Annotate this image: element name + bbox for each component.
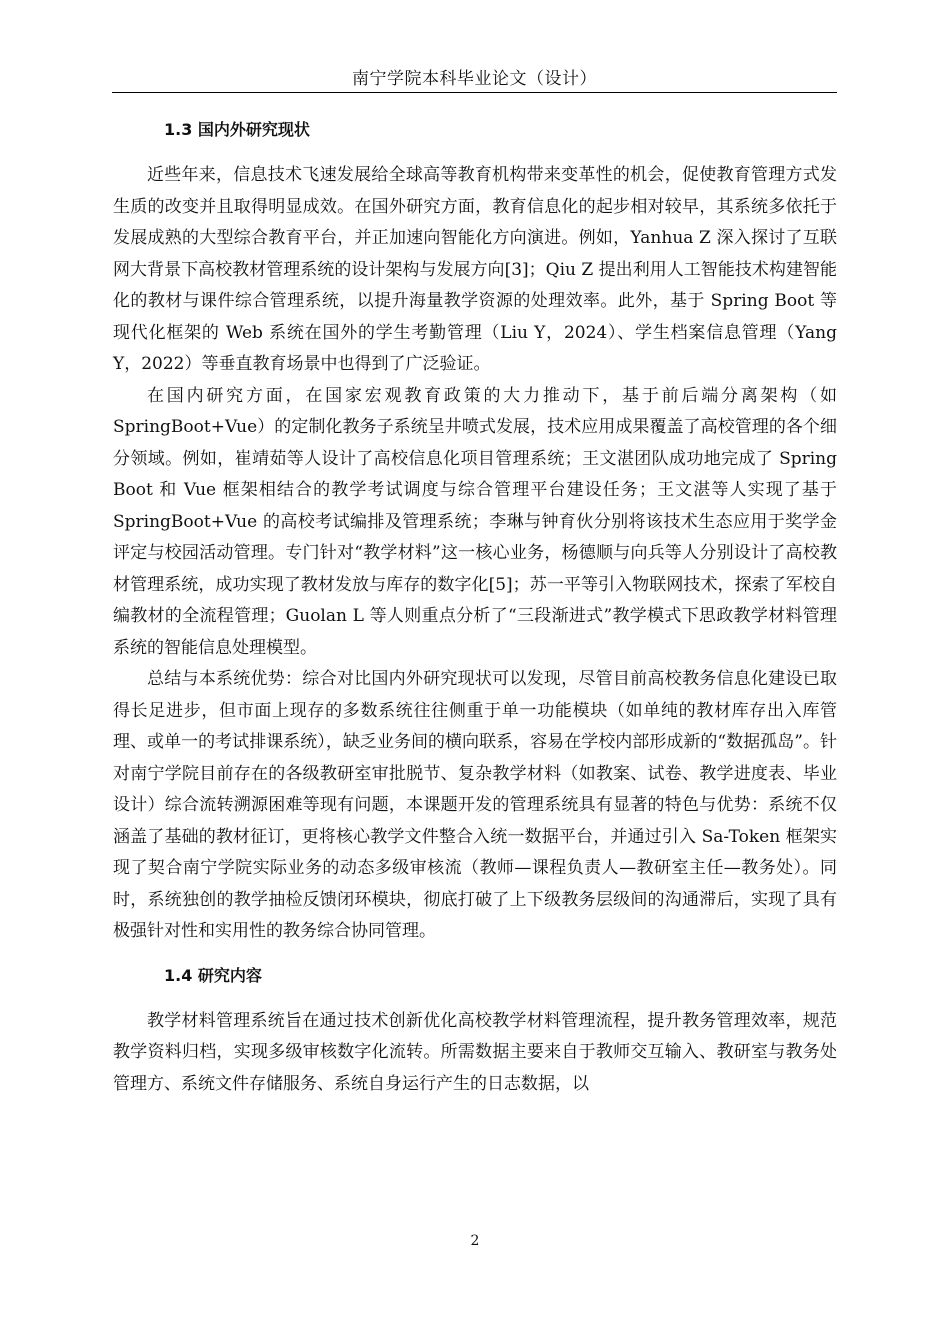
paragraph-research-content: 教学材料管理系统旨在通过技术创新优化高校教学材料管理流程，提升教务管理效率，规范教学资料归档，实现多级审核数字化流转。所需数据主要来自于教师交互输入、教研室与教务处管理方、系统文件存储服务、系统自身运行产生的日志数据，以 [113,1010,837,1094]
section-heading-1-3: 1.3 国内外研究现状 [164,120,310,139]
paragraph-foreign-research: 近些年来，信息技术飞速发展给全球高等教育机构带来变革性的机会，促使教育管理方式发生质的改变并且取得明显成效。在国外研究方面，教育信息化的起步相对较早，其系统多依托于发展成熟的大型综合教育平台，并正加速向智能化方向演进。例如，Yanhua Z 深入探讨了互联网大背景下高校教材管理系统的设计架构与发展方向[3]；Qiu Z 提出利用人工智能技术构建智能化的教材与课件综合管理系统，以提升海量教学资源的处理效率。此外，基于 Spring Boot 等现代化框架的 Web 系统在国外的学生考勤管理（Liu Y，2024）、学生档案信息管理（Yang Y，2022）等垂直教育场景中也得到了广泛验证。 [113,165,837,374]
section-heading-1-4: 1.4 研究内容 [164,965,262,985]
document-body [113,114,837,1100]
header-divider [112,92,837,93]
page-header-title: 南宁学院本科毕业论文（设计） [352,69,597,89]
paragraph-domestic-research: 在国内研究方面，在国家宏观教育政策的大力推动下，基于前后端分离架构（如 SpringBoot+Vue）的定制化教务子系统呈井喷式发展，技术应用成果覆盖了高校管理的各个细分领域。例如，崔靖茹等人设计了高校信息化项目管理系统；王文湛团队成功地完成了 Spring Boot 和 Vue 框架相结合的教学考试调度与综合管理平台建设任务；王文湛等人实现了基于 SpringBoot+Vue 的高校考试编排及管理系统；李琳与钟育伙分别将该技术生态应用于奖学金评定与校园活动管理。专门针对“教学材料”这一核心业务，杨德顺与向兵等人分别设计了高校教材管理系统，成功实现了教材发放与库存的数字化[5]；苏一平等引入物联网技术，探索了军校自编教材的全流程管理；Guolan L 等人则重点分析了“三段渐进式”教学模式下思政教学材料管理系统的智能信息处理模型。 [113,385,837,658]
page-number: 2 [470,1233,480,1249]
paragraph-summary-advantages: 总结与本系统优势：综合对比国内外研究现状可以发现，尽管目前高校教务信息化建设已取得长足进步，但市面上现存的多数系统往往侧重于单一功能模块（如单纯的教材库存出入库管理、或单一的考试排课系统），缺乏业务间的横向联系，容易在学校内部形成新的“数据孤岛”。针对南宁学院目前存在的各级教研室审批脱节、复杂教学材料（如教案、试卷、教学进度表、毕业设计）综合流转溯源困难等现有问题，本课题开发的管理系统具有显著的特色与优势：系统不仅涵盖了基础的教材征订，更将核心教学文件整合入统一数据平台，并通过引入 Sa-Token 框架实现了契合南宁学院实际业务的动态多级审核流（教师—课程负责人—教研室主任—教务处）。同时，系统独创的教学抽检反馈闭环模块，彻底打破了上下级教务层级间的沟通滞后，实现了具有极强针对性和实用性的教务综合协同管理。 [113,669,837,941]
